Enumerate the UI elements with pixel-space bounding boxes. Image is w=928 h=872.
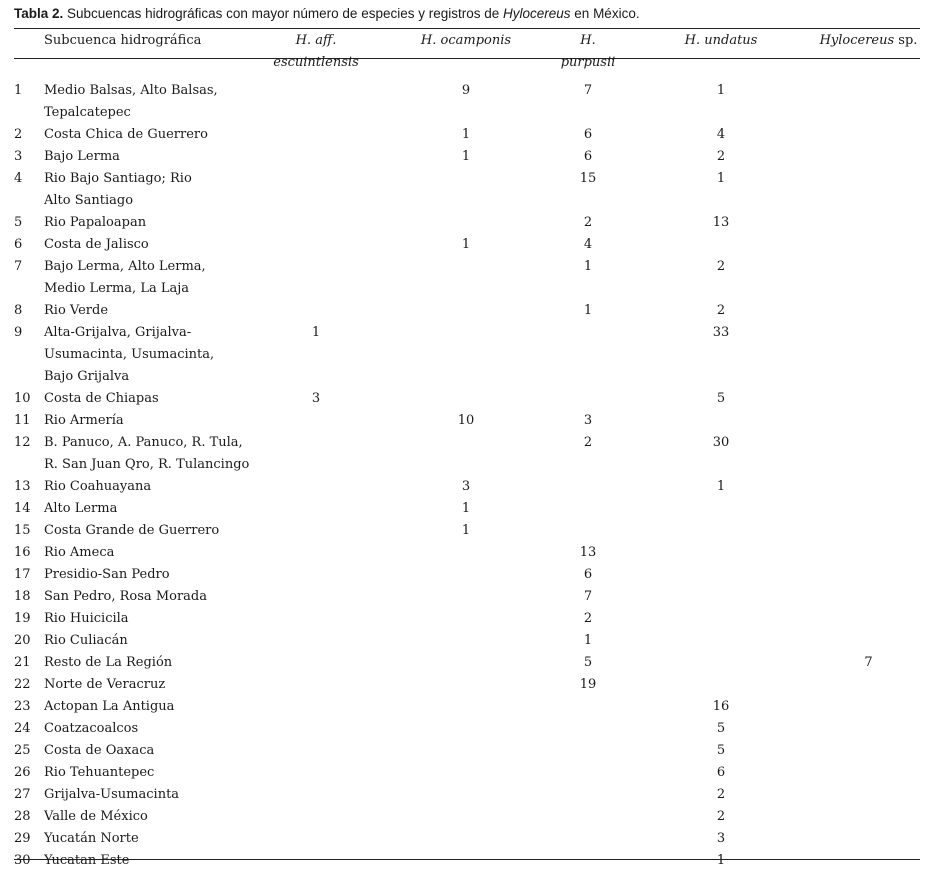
value-ocamponis xyxy=(381,850,551,872)
value-ocamponis xyxy=(381,542,551,564)
value-ocamponis xyxy=(381,300,551,322)
row-number: 11 xyxy=(14,413,31,428)
value-undatus: 1 xyxy=(716,853,726,868)
row-number: 1 xyxy=(14,83,23,98)
table-row xyxy=(14,322,920,388)
table-row xyxy=(14,212,920,234)
value-purpusii xyxy=(551,718,625,740)
value-hylocereus-sp xyxy=(817,740,920,762)
table-row xyxy=(14,234,920,256)
value-ocamponis xyxy=(381,696,551,718)
value-purpusii: 6 xyxy=(583,567,593,582)
value-escuintlensis xyxy=(251,608,381,630)
header-hylocereus-sp xyxy=(817,30,920,74)
value-escuintlensis xyxy=(251,476,381,498)
row-number: 3 xyxy=(14,149,23,164)
row-number: 24 xyxy=(14,721,31,736)
value-purpusii xyxy=(551,740,625,762)
value-purpusii xyxy=(551,322,625,388)
row-number: 4 xyxy=(14,171,23,186)
subcuenca-name-line: Actopan La Antigua xyxy=(44,699,175,714)
subcuenca-name xyxy=(44,256,251,300)
value-ocamponis: 1 xyxy=(461,523,471,538)
value-escuintlensis xyxy=(251,410,381,432)
value-purpusii xyxy=(551,498,625,520)
row-number: 19 xyxy=(14,611,31,626)
value-undatus: 30 xyxy=(712,435,730,450)
subcuenca-name xyxy=(44,652,251,674)
value-escuintlensis xyxy=(251,762,381,784)
value-undatus: 2 xyxy=(716,809,726,824)
value-escuintlensis xyxy=(251,146,381,168)
subcuenca-name-line: Rio Papaloapan xyxy=(44,215,147,230)
table-row xyxy=(14,476,920,498)
value-hylocereus-sp xyxy=(817,124,920,146)
row-number: 28 xyxy=(14,809,31,824)
subcuenca-name-line: Rio Armería xyxy=(44,413,124,428)
caption-label: Tabla 2. xyxy=(14,6,64,21)
value-undatus xyxy=(625,498,817,520)
value-escuintlensis: 1 xyxy=(311,325,321,340)
subcuenca-name xyxy=(44,806,251,828)
value-undatus xyxy=(625,520,817,542)
value-ocamponis xyxy=(381,828,551,850)
table-row xyxy=(14,124,920,146)
row-number: 6 xyxy=(14,237,23,252)
subcuenca-name-line: Costa Chica de Guerrero xyxy=(44,127,208,142)
value-hylocereus-sp xyxy=(817,74,920,124)
value-hylocereus-sp: 7 xyxy=(864,655,873,670)
header-sp-genus: Hylocereus xyxy=(819,33,895,48)
value-purpusii xyxy=(551,850,625,872)
subcuenca-name-line: Usumacinta, Usumacinta, xyxy=(44,347,215,362)
subcuenca-name-line: Costa de Oaxaca xyxy=(44,743,155,758)
table-row xyxy=(14,564,920,586)
value-ocamponis: 1 xyxy=(461,501,471,516)
value-hylocereus-sp xyxy=(817,806,920,828)
row-number: 2 xyxy=(14,127,23,142)
value-escuintlensis: 3 xyxy=(311,391,321,406)
subcuenca-name xyxy=(44,234,251,256)
subcuenca-name-line: Rio Huicicila xyxy=(44,611,129,626)
value-undatus xyxy=(625,586,817,608)
value-purpusii: 6 xyxy=(583,127,593,142)
value-purpusii xyxy=(551,388,625,410)
subcuenca-name xyxy=(44,410,251,432)
value-undatus xyxy=(625,564,817,586)
table-row xyxy=(14,674,920,696)
subcuenca-name xyxy=(44,542,251,564)
value-hylocereus-sp xyxy=(817,256,920,300)
value-escuintlensis xyxy=(251,432,381,476)
row-number: 12 xyxy=(14,435,31,450)
value-undatus: 2 xyxy=(716,259,726,274)
table-row xyxy=(14,432,920,476)
table-row xyxy=(14,762,920,784)
subcuenca-name xyxy=(44,322,251,388)
value-ocamponis xyxy=(381,806,551,828)
value-escuintlensis xyxy=(251,212,381,234)
header-subcuenca: Subcuenca hidrográfica xyxy=(44,33,202,48)
subcuenca-name-line: Bajo Grijalva xyxy=(44,369,130,384)
value-hylocereus-sp xyxy=(817,322,920,388)
header-purpusii: H. purpusii xyxy=(560,33,616,70)
value-undatus: 5 xyxy=(716,391,726,406)
row-number: 18 xyxy=(14,589,31,604)
table-body xyxy=(14,74,920,872)
subcuenca-name-line: San Pedro, Rosa Morada xyxy=(44,589,207,604)
value-escuintlensis xyxy=(251,652,381,674)
value-escuintlensis xyxy=(251,498,381,520)
subcuenca-name-line: Rio Coahuayana xyxy=(44,479,152,494)
row-number: 17 xyxy=(14,567,31,582)
value-undatus: 5 xyxy=(716,743,726,758)
row-number: 16 xyxy=(14,545,31,560)
header-undatus: H. undatus xyxy=(684,33,758,48)
subcuenca-name-line: Bajo Lerma, Alto Lerma, xyxy=(44,259,206,274)
subcuenca-name-line: Costa de Jalisco xyxy=(44,237,149,252)
value-purpusii: 6 xyxy=(583,149,593,164)
value-ocamponis: 9 xyxy=(461,83,471,98)
value-hylocereus-sp xyxy=(817,146,920,168)
value-undatus xyxy=(625,608,817,630)
subcuenca-name-line: Bajo Lerma xyxy=(44,149,120,164)
value-undatus: 3 xyxy=(716,831,726,846)
value-hylocereus-sp xyxy=(817,718,920,740)
value-ocamponis xyxy=(381,322,551,388)
subcuenca-name xyxy=(44,432,251,476)
subcuenca-name xyxy=(44,762,251,784)
subcuenca-name xyxy=(44,674,251,696)
value-escuintlensis xyxy=(251,850,381,872)
subcuenca-name xyxy=(44,146,251,168)
value-undatus: 2 xyxy=(716,303,726,318)
value-ocamponis xyxy=(381,256,551,300)
value-purpusii: 7 xyxy=(583,589,593,604)
value-hylocereus-sp xyxy=(817,586,920,608)
value-undatus xyxy=(625,652,817,674)
value-undatus: 33 xyxy=(712,325,730,340)
subcuenca-name xyxy=(44,124,251,146)
value-hylocereus-sp xyxy=(817,168,920,212)
subcuenca-name-line: Yucatán Norte xyxy=(44,831,139,846)
subcuenca-name-line: Costa Grande de Guerrero xyxy=(44,523,220,538)
table-row xyxy=(14,542,920,564)
header-number xyxy=(14,30,44,74)
value-undatus: 16 xyxy=(712,699,730,714)
value-purpusii: 3 xyxy=(583,413,593,428)
value-undatus: 1 xyxy=(716,83,726,98)
value-ocamponis xyxy=(381,630,551,652)
table-row xyxy=(14,850,920,872)
value-purpusii xyxy=(551,762,625,784)
value-hylocereus-sp xyxy=(817,564,920,586)
row-number: 27 xyxy=(14,787,31,802)
row-number: 26 xyxy=(14,765,31,780)
table-row xyxy=(14,718,920,740)
value-hylocereus-sp xyxy=(817,432,920,476)
subcuenca-name-line: Presidio-San Pedro xyxy=(44,567,170,582)
value-hylocereus-sp xyxy=(817,696,920,718)
header-escuintlensis: H. aff. escuintlensis xyxy=(273,33,359,70)
table-row xyxy=(14,256,920,300)
value-escuintlensis xyxy=(251,630,381,652)
subcuenca-name-line: Medio Balsas, Alto Balsas, xyxy=(44,83,218,98)
value-purpusii xyxy=(551,476,625,498)
value-escuintlensis xyxy=(251,124,381,146)
subcuenca-name-line: Yucatan Este xyxy=(44,853,130,868)
value-purpusii: 2 xyxy=(583,215,593,230)
value-undatus: 2 xyxy=(716,149,726,164)
value-escuintlensis xyxy=(251,828,381,850)
row-number: 30 xyxy=(14,853,31,868)
value-escuintlensis xyxy=(251,300,381,322)
value-ocamponis xyxy=(381,608,551,630)
value-undatus: 1 xyxy=(716,479,726,494)
caption-genus: Hylocereus xyxy=(503,6,571,21)
value-purpusii: 1 xyxy=(583,303,593,318)
value-ocamponis xyxy=(381,432,551,476)
subcuenca-name xyxy=(44,476,251,498)
value-escuintlensis xyxy=(251,74,381,124)
value-ocamponis xyxy=(381,564,551,586)
subcuenca-name xyxy=(44,300,251,322)
value-undatus xyxy=(625,234,817,256)
table-row xyxy=(14,146,920,168)
subcuenca-name xyxy=(44,608,251,630)
value-undatus: 6 xyxy=(716,765,726,780)
table-row xyxy=(14,630,920,652)
value-undatus xyxy=(625,674,817,696)
subcuenca-name xyxy=(44,520,251,542)
value-purpusii: 5 xyxy=(583,655,593,670)
value-purpusii: 2 xyxy=(583,435,593,450)
table-row xyxy=(14,586,920,608)
row-number: 5 xyxy=(14,215,23,230)
value-purpusii: 15 xyxy=(579,171,597,186)
value-hylocereus-sp xyxy=(817,300,920,322)
value-undatus: 5 xyxy=(716,721,726,736)
value-purpusii: 7 xyxy=(583,83,593,98)
value-purpusii xyxy=(551,806,625,828)
value-ocamponis: 1 xyxy=(461,237,471,252)
table-row xyxy=(14,74,920,124)
value-escuintlensis xyxy=(251,542,381,564)
subcuenca-name xyxy=(44,784,251,806)
row-number: 8 xyxy=(14,303,23,318)
subcuenca-name xyxy=(44,828,251,850)
value-escuintlensis xyxy=(251,784,381,806)
value-purpusii: 1 xyxy=(583,259,593,274)
value-undatus: 4 xyxy=(716,127,726,142)
value-purpusii xyxy=(551,696,625,718)
subcuenca-name-line: Rio Verde xyxy=(44,303,109,318)
value-ocamponis: 1 xyxy=(461,127,471,142)
table-row xyxy=(14,520,920,542)
table-row xyxy=(14,300,920,322)
value-ocamponis xyxy=(381,718,551,740)
subcuenca-name-line: Rio Ameca xyxy=(44,545,115,560)
table-caption xyxy=(14,5,914,22)
row-number: 15 xyxy=(14,523,31,538)
subcuenca-name xyxy=(44,630,251,652)
value-ocamponis xyxy=(381,740,551,762)
row-number: 25 xyxy=(14,743,31,758)
subcuenca-name-line: Alta-Grijalva, Grijalva- xyxy=(44,325,192,340)
table-row xyxy=(14,740,920,762)
subcuenca-name-line: Grijalva-Usumacinta xyxy=(44,787,180,802)
subcuenca-name xyxy=(44,212,251,234)
table-row xyxy=(14,608,920,630)
value-ocamponis xyxy=(381,388,551,410)
value-purpusii: 13 xyxy=(579,545,597,560)
subcuenca-name xyxy=(44,74,251,124)
value-ocamponis xyxy=(381,674,551,696)
top-rule xyxy=(14,28,920,29)
value-escuintlensis xyxy=(251,256,381,300)
species-table xyxy=(14,30,920,872)
value-hylocereus-sp xyxy=(817,212,920,234)
table-row xyxy=(14,652,920,674)
value-escuintlensis xyxy=(251,696,381,718)
value-escuintlensis xyxy=(251,740,381,762)
value-ocamponis: 10 xyxy=(457,413,475,428)
row-number: 10 xyxy=(14,391,31,406)
row-number: 22 xyxy=(14,677,31,692)
value-ocamponis xyxy=(381,212,551,234)
subcuenca-name-line: Coatzacoalcos xyxy=(44,721,139,736)
row-number: 14 xyxy=(14,501,31,516)
value-ocamponis xyxy=(381,762,551,784)
subcuenca-name-line: Alto Santiago xyxy=(44,193,134,208)
subcuenca-name-line: Costa de Chiapas xyxy=(44,391,159,406)
value-undatus xyxy=(625,630,817,652)
header-row xyxy=(14,30,920,74)
value-escuintlensis xyxy=(251,586,381,608)
value-ocamponis xyxy=(381,586,551,608)
row-number: 9 xyxy=(14,325,23,340)
value-ocamponis xyxy=(381,168,551,212)
value-hylocereus-sp xyxy=(817,388,920,410)
value-purpusii: 4 xyxy=(583,237,593,252)
value-purpusii: 1 xyxy=(583,633,593,648)
value-hylocereus-sp xyxy=(817,850,920,872)
subcuenca-name xyxy=(44,498,251,520)
subcuenca-name-line: Valle de México xyxy=(44,809,148,824)
subcuenca-name-line: B. Panuco, A. Panuco, R. Tula, xyxy=(44,435,243,450)
value-escuintlensis xyxy=(251,564,381,586)
subcuenca-name xyxy=(44,388,251,410)
value-hylocereus-sp xyxy=(817,476,920,498)
value-purpusii xyxy=(551,828,625,850)
value-undatus: 1 xyxy=(716,171,726,186)
value-hylocereus-sp xyxy=(817,410,920,432)
table-row xyxy=(14,696,920,718)
value-purpusii: 19 xyxy=(579,677,597,692)
caption-text-after: en México. xyxy=(570,6,640,21)
value-ocamponis: 3 xyxy=(461,479,471,494)
row-number: 23 xyxy=(14,699,31,714)
value-hylocereus-sp xyxy=(817,630,920,652)
value-hylocereus-sp xyxy=(817,520,920,542)
value-undatus: 2 xyxy=(716,787,726,802)
subcuenca-name-line: Rio Culiacán xyxy=(44,633,128,648)
value-ocamponis: 1 xyxy=(461,149,471,164)
subcuenca-name xyxy=(44,718,251,740)
value-escuintlensis xyxy=(251,674,381,696)
value-hylocereus-sp xyxy=(817,542,920,564)
value-ocamponis xyxy=(381,784,551,806)
subcuenca-name xyxy=(44,696,251,718)
subcuenca-name-line: Norte de Veracruz xyxy=(44,677,166,692)
subcuenca-name-line: R. San Juan Qro, R. Tulancingo xyxy=(44,457,250,472)
value-hylocereus-sp xyxy=(817,498,920,520)
value-escuintlensis xyxy=(251,168,381,212)
value-purpusii: 2 xyxy=(583,611,593,626)
value-undatus xyxy=(625,410,817,432)
subcuenca-name xyxy=(44,740,251,762)
table-row xyxy=(14,410,920,432)
header-sp-suffix: sp. xyxy=(894,33,918,48)
subcuenca-name xyxy=(44,168,251,212)
table-row xyxy=(14,806,920,828)
table-row xyxy=(14,168,920,212)
value-hylocereus-sp xyxy=(817,608,920,630)
subcuenca-name-line: Alto Lerma xyxy=(44,501,118,516)
value-hylocereus-sp xyxy=(817,234,920,256)
table-row xyxy=(14,498,920,520)
value-escuintlensis xyxy=(251,718,381,740)
subcuenca-name xyxy=(44,850,251,872)
table-row xyxy=(14,828,920,850)
row-number: 20 xyxy=(14,633,31,648)
row-number: 13 xyxy=(14,479,31,494)
value-hylocereus-sp xyxy=(817,762,920,784)
row-number: 21 xyxy=(14,655,31,670)
row-number: 29 xyxy=(14,831,31,846)
value-purpusii xyxy=(551,784,625,806)
value-purpusii xyxy=(551,520,625,542)
value-hylocereus-sp xyxy=(817,674,920,696)
value-hylocereus-sp xyxy=(817,828,920,850)
subcuenca-name-line: Resto de La Región xyxy=(44,655,173,670)
subcuenca-name-line: Rio Bajo Santiago; Rio xyxy=(44,171,192,186)
subcuenca-name xyxy=(44,564,251,586)
value-escuintlensis xyxy=(251,806,381,828)
table-row xyxy=(14,388,920,410)
header-ocamponis: H. ocamponis xyxy=(420,33,512,48)
value-escuintlensis xyxy=(251,234,381,256)
subcuenca-name-line: Medio Lerma, La Laja xyxy=(44,281,190,296)
value-ocamponis xyxy=(381,652,551,674)
table-row xyxy=(14,784,920,806)
subcuenca-name-line: Rio Tehuantepec xyxy=(44,765,155,780)
value-hylocereus-sp xyxy=(817,784,920,806)
value-undatus xyxy=(625,542,817,564)
subcuenca-name xyxy=(44,586,251,608)
value-escuintlensis xyxy=(251,520,381,542)
value-undatus: 13 xyxy=(712,215,730,230)
caption-text-before: Subcuencas hidrográficas con mayor número de especies y registros de xyxy=(63,6,504,21)
subcuenca-name-line: Tepalcatepec xyxy=(44,105,131,120)
row-number: 7 xyxy=(14,259,23,274)
